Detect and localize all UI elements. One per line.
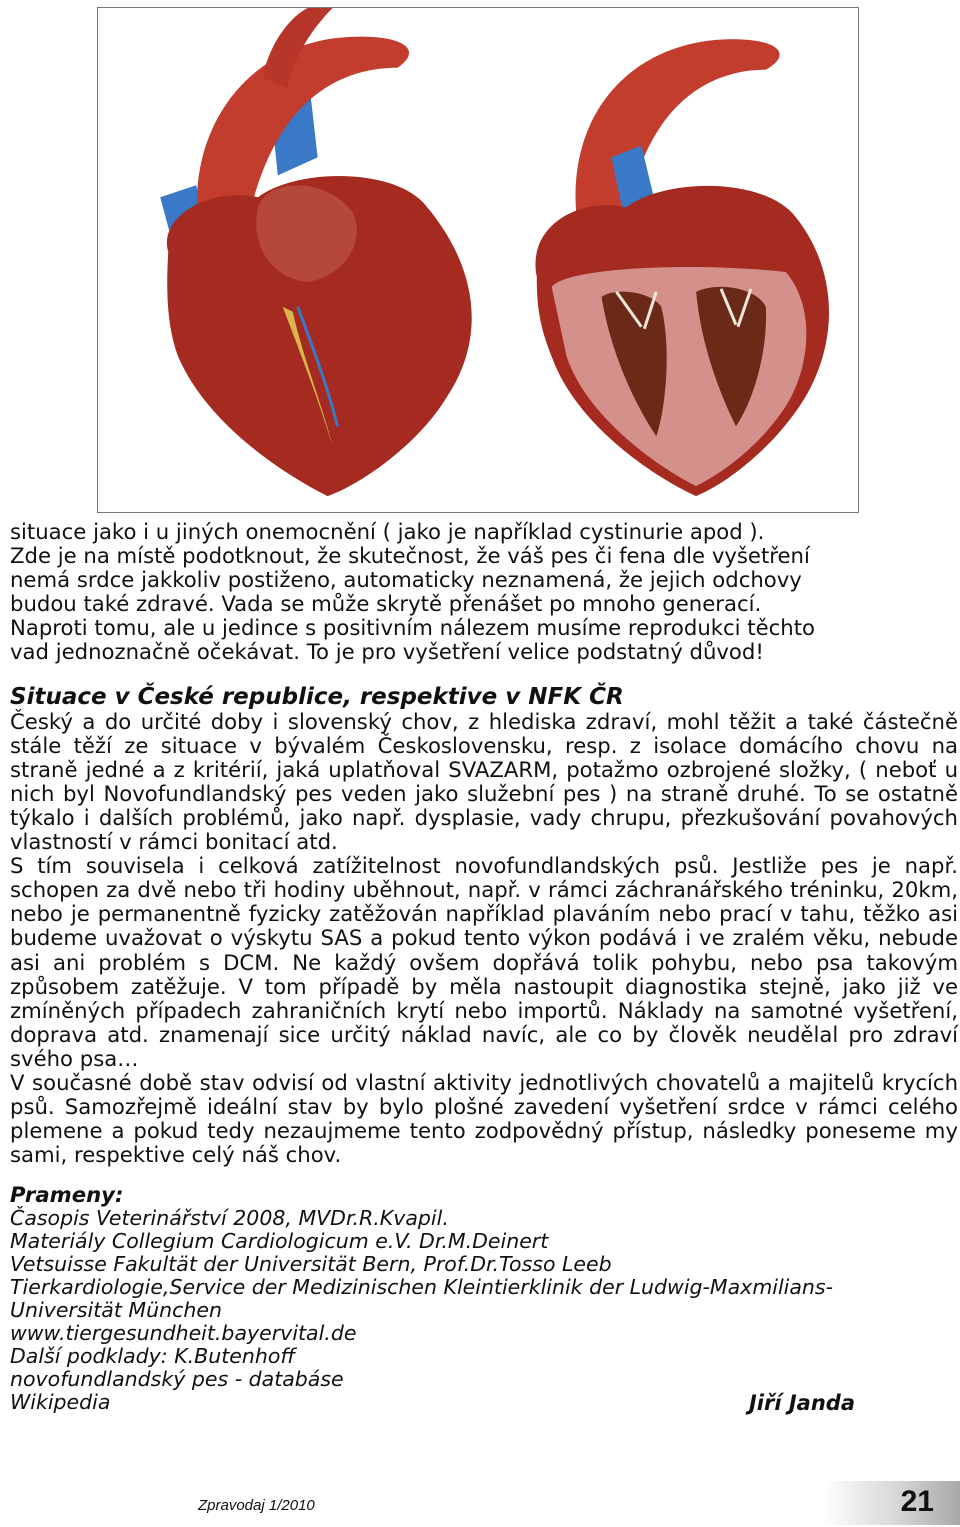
source-item: Časopis Veterinářství 2008, MVDr.R.Kvapil.	[10, 1206, 449, 1231]
sources-list	[10, 1207, 958, 1415]
p1-line: situace jako i u jiných onemocnění ( jako je například cystinurie apod ).	[10, 519, 765, 544]
page-footer	[0, 1480, 960, 1527]
source-item: novofundlandský pes - databáse	[10, 1367, 344, 1392]
source-item: Wikipedia	[10, 1390, 111, 1415]
section-heading: Situace v České republice, respektive v NFK ČR	[10, 683, 624, 710]
source-item: www.tiergesundheit.bayervital.de	[10, 1321, 357, 1346]
sources-title: Prameny:	[10, 1182, 124, 1208]
page-number: 21	[900, 1485, 934, 1518]
myocardium-section-right	[552, 267, 807, 486]
paragraph-2: Český a do určité doby i slovenský chov, z hlediska zdraví, mohl těžit a také částečně stále těží ze situace v bývalém Československu, resp. z isolace domácího chovu na straně jedné a z kritérií, jaká uplatňoval SVAZARM, potažmo ozbrojené složky, ( neboť u nich byl Novofundlandský pes veden jako služební pes ) na straně druhé. To se ostatně týkalo i dalších problémů, jako např. dysplasie, vady chrupu, přezkušování povahových vlastností v rámci bonitací atd.	[10, 708, 958, 855]
page-number-box	[823, 1481, 960, 1525]
paragraph-4: V současné době stav odvisí od vlastní aktivity jednotlivých chovatelů a majitelů krycích psů. Samozřejmě ideální stav by bylo plošné zavedení vyšetření srdce v rámci celého plemene a pokud tedy nezaujmeme tento zodpovědný přístup, následky poneseme my sami, respektive celý náš chov.	[10, 1069, 958, 1168]
heart-illustration-svg	[98, 8, 858, 512]
source-item: Materiály Collegium Cardiologicum e.V. Dr.M.Deinert	[10, 1229, 549, 1254]
heart-cross-section-illustration	[535, 39, 829, 496]
paragraph-3: S tím souvisela i celková zatížitelnost novofundlandských psů. Jestliže pes je např. schopen za dvě nebo tři hodiny uběhnout, např. v rámci záchranářského tréninku, 20km, nebo je permanentně fyzicky zatěžován například plaváním nebo prací v tahu, těžko asi budeme uvažovat o výskytu SAS a pokud tento výkon podává i ve zralém věku, nebude asi ani problém s DCM. Ne každý ovšem dopřává tolik pohybu, nebo psa takovým způsobem zatěžuje. V tom případě by měla nastoupit diagnostika stejně, jako již ve zmíněných případech zahraničních krytí nebo importů. Náklady na samotné vyšetření, doprava atd. znamenají sice určitý náklad navíc, ale co by člověk neudělal pro zdraví svého psa…	[10, 853, 958, 1071]
heart-illustration	[97, 7, 859, 513]
heart-exterior-illustration	[160, 8, 471, 496]
paragraph-1	[10, 520, 958, 665]
p1-line: budou také zdravé. Vada se může skrytě přenášet po mnoho generací.	[10, 591, 762, 617]
source-item: Tierkardiologie,Service der Medizinischen Kleintierklinik der Ludwig-Maxmilians-	[10, 1275, 834, 1300]
article-text	[10, 520, 958, 1416]
source-item: Universität München	[10, 1298, 222, 1323]
p1-line: Naproti tomu, ale u jedince s positivním nálezem musíme reprodukci těchto	[10, 615, 815, 641]
source-item: Další podklady: K.Butenhoff	[10, 1344, 296, 1369]
author-name: Jiří Janda	[748, 1391, 855, 1416]
p1-line: nemá srdce jakkoliv postiženo, automaticky neznamená, že jejich odchovy	[10, 567, 802, 593]
p1-line: vad jednoznačně očekávat. To je pro vyšetření velice podstatný důvod!	[10, 639, 764, 665]
p1-line: Zde je na místě podotknout, že skutečnost, že váš pes či fena dle vyšetření	[10, 543, 810, 569]
source-item: Vetsuisse Fakultät der Universität Bern, Prof.Dr.Tosso Leeb	[10, 1252, 612, 1277]
last-source-row	[10, 1391, 855, 1415]
publication-label: Zpravodaj 1/2010	[198, 1497, 315, 1514]
